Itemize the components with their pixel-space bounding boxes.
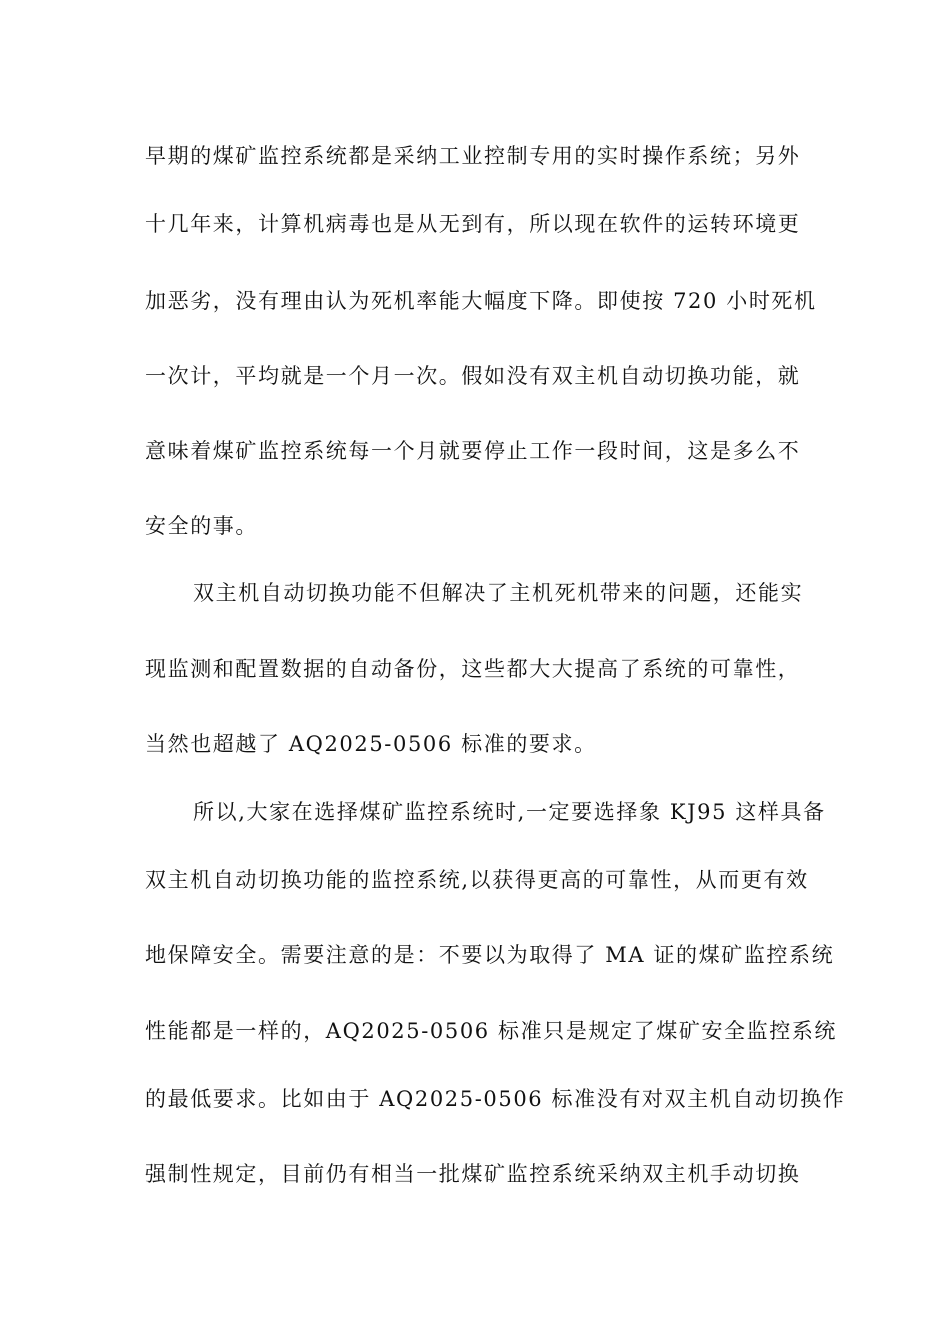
paragraph-1-line-5: 意味着煤矿监控系统每一个月就要停止工作一段时间，这是多么不 — [145, 439, 801, 463]
paragraph-3-line-3: 地保障安全。需要注意的是：不要以为取得了 MA 证的煤矿监控系统 — [145, 943, 835, 967]
paragraph-2-line-2: 现监测和配置数据的自动备份，这些都大大提高了系统的可靠性， — [145, 657, 801, 681]
paragraph-1-line-4: 一次计，平均就是一个月一次。假如没有双主机自动切换功能，就 — [145, 364, 801, 388]
paragraph-3-line-4: 性能都是一样的，AQ2025-0506 标准只是规定了煤矿安全监控系统 — [145, 1019, 838, 1043]
paragraph-2-line-1: 双主机自动切换功能不但解决了主机死机带来的问题，还能实 — [193, 581, 804, 605]
paragraph-3-line-6: 强制性规定，目前仍有相当一批煤矿监控系统采纳双主机手动切换 — [145, 1162, 801, 1186]
paragraph-1-line-3: 加恶劣，没有理由认为死机率能大幅度下降。即使按 720 小时死机 — [145, 289, 817, 313]
paragraph-1-line-2: 十几年来，计算机病毒也是从无到有，所以现在软件的运转环境更 — [145, 212, 801, 236]
paragraph-2-line-3: 当然也超越了 AQ2025-0506 标准的要求。 — [145, 732, 597, 756]
paragraph-1-line-6: 安全的事。 — [145, 514, 258, 538]
paragraph-3-line-5: 的最低要求。比如由于 AQ2025-0506 标准没有对双主机自动切换作 — [145, 1087, 846, 1111]
paragraph-1-line-1: 早期的煤矿监控系统都是采纳工业控制专用的实时操作系统；另外 — [145, 144, 801, 168]
paragraph-3-line-1: 所以,大家在选择煤矿监控系统时,一定要选择象 KJ95 这样具备 — [193, 800, 826, 824]
paragraph-3-line-2: 双主机自动切换功能的监控系统,以获得更高的可靠性，从而更有效 — [145, 868, 809, 892]
